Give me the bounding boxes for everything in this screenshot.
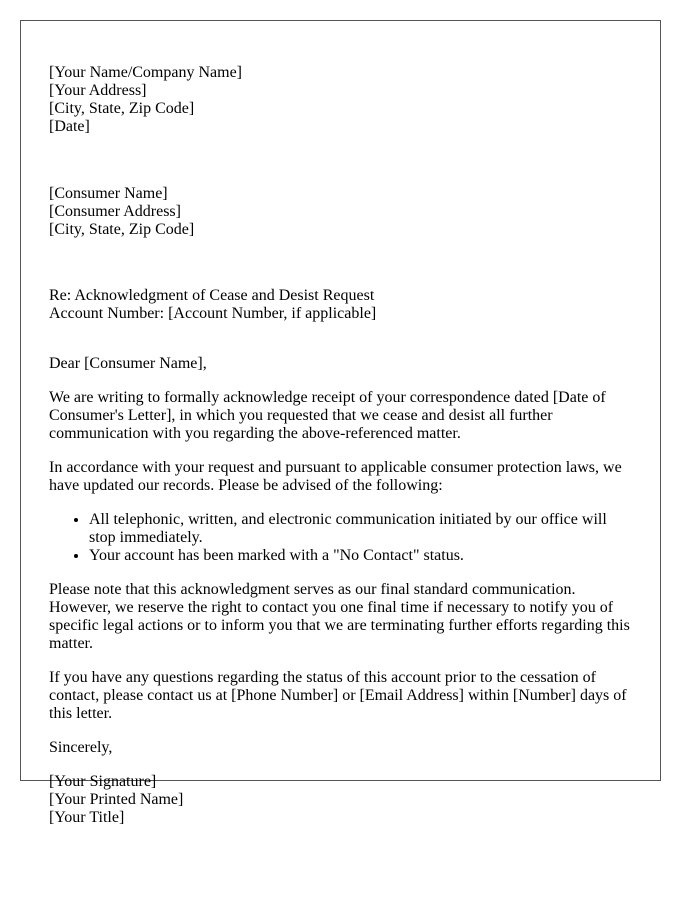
paragraph-final-communication: Please note that this acknowledgment serves as our final standard communication. However, we reserve the right to contact you one final time if necessary to notify you of specific legal actions or to inform you that we are terminating further efforts regarding this matter. (49, 581, 630, 652)
account-number: Account Number: [Account Number, if applicable] (49, 305, 377, 322)
letter-date: [Date] (49, 118, 90, 135)
letter (20, 20, 661, 826)
salutation: Dear [Consumer Name], (49, 355, 207, 372)
signature: [Your Signature] (49, 773, 157, 790)
title: [Your Title] (49, 809, 125, 826)
recipient-address: [Consumer Address] (49, 203, 181, 220)
closing: Sincerely, (49, 739, 113, 756)
sender-address: [Your Address] (49, 82, 147, 99)
list-item: • Your account has been marked with a "No Contact" status. (89, 547, 632, 565)
printed-name: [Your Printed Name] (49, 791, 184, 808)
paragraph-contact: If you have any questions regarding the status of this account prior to the cessation of contact, please contact us at [Phone Number] or [Email Address] within [Number] days of this letter. (49, 669, 627, 722)
subject-line: Re: Acknowledgment of Cease and Desist Request (49, 287, 375, 304)
recipient-name: [Consumer Name] (49, 185, 168, 202)
notice-list (49, 511, 632, 565)
sender-name: [Your Name/Company Name] (49, 64, 243, 81)
paragraph-acknowledgment: We are writing to formally acknowledge receipt of your correspondence dated [Date of Consumer's Letter], in which you requested that we cease and desist all further communication with you regarding the above-referenced matter. (49, 389, 606, 442)
recipient-city: [City, State, Zip Code] (49, 221, 195, 238)
paragraph-records: In accordance with your request and pursuant to applicable consumer protection laws, we have updated our records. Please be advised of the following: (49, 459, 622, 494)
sender-city: [City, State, Zip Code] (49, 100, 195, 117)
list-item: • All telephonic, written, and electronic communication initiated by our office will stop immediately. (89, 511, 632, 547)
